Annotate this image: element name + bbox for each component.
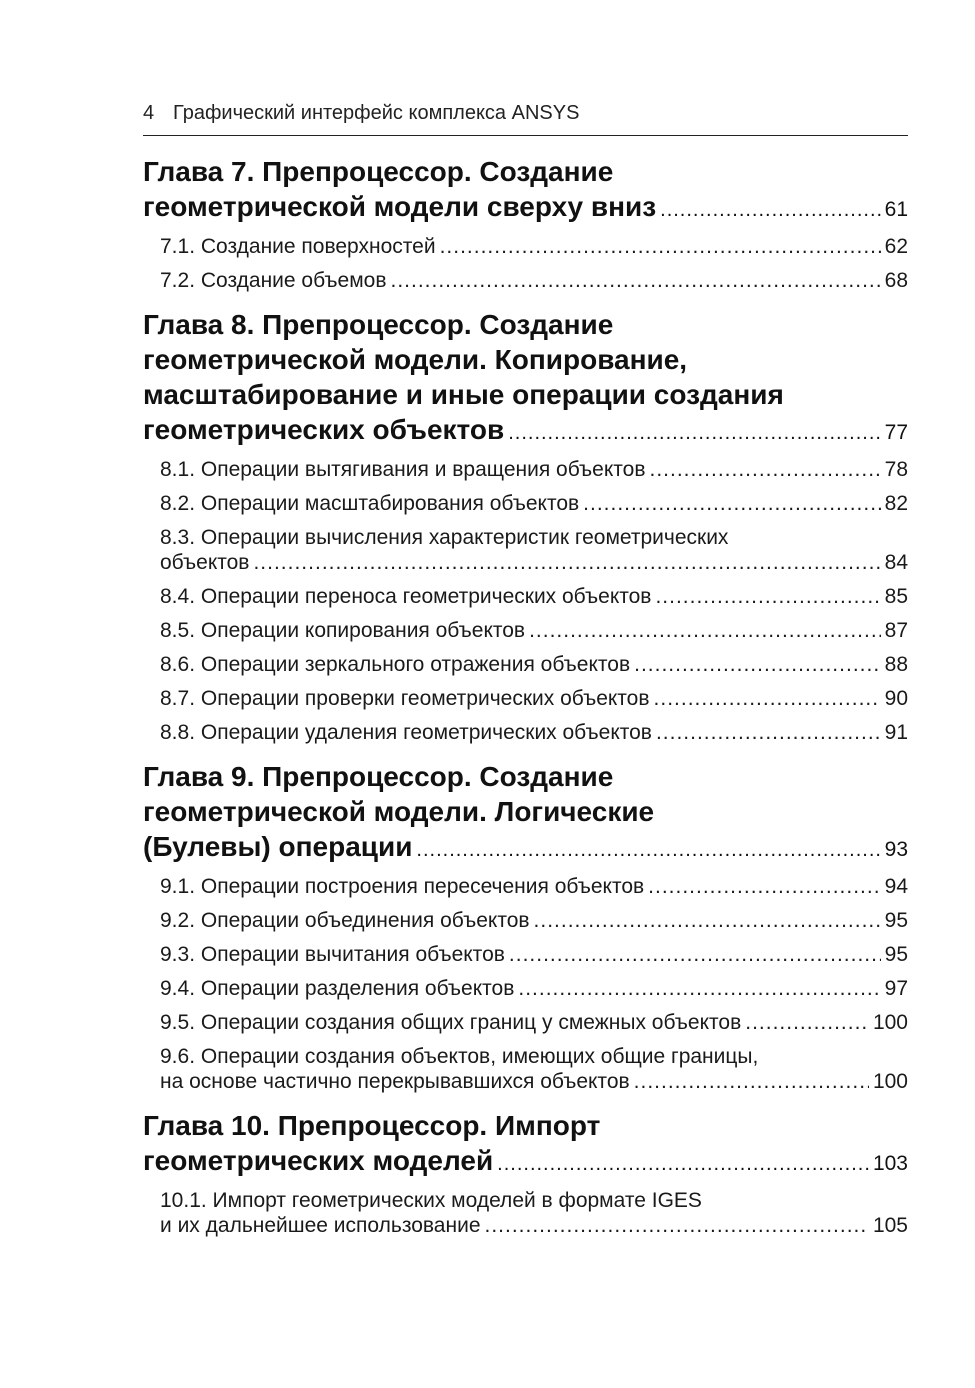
section-title-last-line bbox=[160, 491, 908, 516]
section-title-text: 9.5. Операции создания общих границ у смежных объектов bbox=[160, 1011, 742, 1034]
running-header bbox=[143, 102, 908, 136]
section-page-number: 100 bbox=[872, 1070, 908, 1093]
section-title-last-line bbox=[160, 268, 908, 293]
section-page-number: 62 bbox=[884, 235, 908, 258]
chapter-title-text: геометрической модели сверху вниз bbox=[143, 191, 657, 222]
section-title-last-line bbox=[160, 234, 908, 259]
section-entry[interactable] bbox=[143, 268, 908, 293]
chapter-title[interactable] bbox=[143, 154, 908, 228]
section-page-number: 82 bbox=[884, 492, 908, 515]
dot-leader bbox=[391, 268, 881, 293]
section-entry[interactable] bbox=[143, 1188, 908, 1238]
chapter-entry bbox=[143, 1108, 908, 1238]
section-title-last-line bbox=[160, 942, 908, 967]
section-title-last-line bbox=[160, 1010, 908, 1035]
section-title-last-line bbox=[160, 618, 908, 643]
section-entry[interactable] bbox=[143, 1044, 908, 1094]
section-title-text: 8.4. Операции переноса геометрических объектов bbox=[160, 585, 652, 608]
header-title: Графический интерфейс комплекса ANSYS bbox=[173, 102, 580, 124]
dot-leader bbox=[648, 874, 880, 899]
chapter-title-line: Глава 9. Препроцессор. Создание bbox=[143, 761, 614, 792]
section-page-number: 97 bbox=[884, 977, 908, 1000]
section-entry[interactable] bbox=[143, 457, 908, 482]
section-entry[interactable] bbox=[143, 234, 908, 259]
chapter-entry bbox=[143, 154, 908, 293]
section-title-text: и их дальнейшее использование bbox=[160, 1214, 481, 1237]
chapter-title-last-line bbox=[143, 189, 908, 228]
chapter-title-line: масштабирование и иные операции создания bbox=[143, 379, 784, 410]
chapter-title[interactable] bbox=[143, 1108, 908, 1182]
chapter-title-text: геометрических объектов bbox=[143, 414, 505, 445]
section-title-last-line bbox=[160, 584, 908, 609]
dot-leader bbox=[485, 1213, 869, 1238]
section-title-text: 8.7. Операции проверки геометрических объектов bbox=[160, 687, 650, 710]
section-entry[interactable] bbox=[143, 976, 908, 1001]
section-title-last-line bbox=[160, 550, 908, 575]
section-page-number: 95 bbox=[884, 943, 908, 966]
section-list bbox=[143, 234, 908, 293]
section-entry[interactable] bbox=[143, 908, 908, 933]
chapter-entry bbox=[143, 759, 908, 1094]
section-entry[interactable] bbox=[143, 652, 908, 677]
section-title-last-line bbox=[160, 908, 908, 933]
section-title-text: 9.4. Операции разделения объектов bbox=[160, 977, 515, 1000]
section-title-text: 8.1. Операции вытягивания и вращения объектов bbox=[160, 458, 646, 481]
dot-leader bbox=[654, 686, 881, 711]
section-page-number: 85 bbox=[884, 585, 908, 608]
section-title-text: объектов bbox=[160, 551, 250, 574]
chapter-title-last-line bbox=[143, 829, 908, 868]
dot-leader bbox=[508, 416, 880, 451]
section-title-text: 7.1. Создание поверхностей bbox=[160, 235, 436, 258]
section-page-number: 87 bbox=[884, 619, 908, 642]
section-title-text: 7.2. Создание объемов bbox=[160, 269, 387, 292]
section-title-line: 8.3. Операции вычисления характеристик геометрических bbox=[160, 526, 729, 549]
section-page-number: 68 bbox=[884, 269, 908, 292]
chapter-title[interactable] bbox=[143, 759, 908, 868]
chapter-title-text: геометрических моделей bbox=[143, 1145, 494, 1176]
chapter-title-line: геометрической модели. Логические bbox=[143, 796, 655, 827]
section-page-number: 84 bbox=[884, 551, 908, 574]
section-page-number: 94 bbox=[884, 875, 908, 898]
table-of-contents bbox=[143, 150, 908, 1247]
dot-leader bbox=[416, 833, 880, 868]
section-page-number: 91 bbox=[884, 721, 908, 744]
section-page-number: 95 bbox=[884, 909, 908, 932]
chapter-page-number: 93 bbox=[884, 838, 908, 861]
dot-leader bbox=[656, 720, 881, 745]
section-list bbox=[143, 874, 908, 1094]
chapter-title-last-line bbox=[143, 1143, 908, 1182]
section-entry[interactable] bbox=[143, 618, 908, 643]
section-title-text: 9.3. Операции вычитания объектов bbox=[160, 943, 505, 966]
section-page-number: 88 bbox=[884, 653, 908, 676]
section-title-last-line bbox=[160, 874, 908, 899]
chapter-page-number: 103 bbox=[872, 1152, 908, 1175]
dot-leader bbox=[529, 618, 881, 643]
section-entry[interactable] bbox=[143, 874, 908, 899]
dot-leader bbox=[660, 193, 881, 228]
section-entry[interactable] bbox=[143, 1010, 908, 1035]
dot-leader bbox=[509, 942, 881, 967]
section-title-text: 8.5. Операции копирования объектов bbox=[160, 619, 526, 642]
dot-leader bbox=[534, 908, 881, 933]
chapter-entry bbox=[143, 307, 908, 745]
chapter-page-number: 61 bbox=[884, 198, 908, 221]
section-entry[interactable] bbox=[143, 942, 908, 967]
section-title-text: 8.8. Операции удаления геометрических объектов bbox=[160, 721, 652, 744]
section-page-number: 78 bbox=[884, 458, 908, 481]
section-title-text: 9.2. Операции объединения объектов bbox=[160, 909, 530, 932]
section-list bbox=[143, 457, 908, 745]
header-page-number: 4 bbox=[143, 102, 155, 124]
section-entry[interactable] bbox=[143, 525, 908, 575]
section-title-text: на основе частично перекрывавшихся объектов bbox=[160, 1070, 630, 1093]
section-title-last-line bbox=[160, 976, 908, 1001]
section-page-number: 90 bbox=[884, 687, 908, 710]
section-title-text: 8.6. Операции зеркального отражения объектов bbox=[160, 653, 631, 676]
dot-leader bbox=[253, 550, 880, 575]
section-title-line: 9.6. Операции создания объектов, имеющих общие границы, bbox=[160, 1045, 759, 1068]
dot-leader bbox=[440, 234, 881, 259]
section-title-last-line bbox=[160, 1069, 908, 1094]
dot-leader bbox=[634, 652, 881, 677]
section-entry[interactable] bbox=[143, 686, 908, 711]
section-entry[interactable] bbox=[143, 584, 908, 609]
chapter-title-last-line bbox=[143, 412, 908, 451]
section-entry[interactable] bbox=[143, 491, 908, 516]
section-entry[interactable] bbox=[143, 720, 908, 745]
chapter-title-line: геометрической модели. Копирование, bbox=[143, 344, 688, 375]
dot-leader bbox=[497, 1147, 869, 1182]
section-title-text: 8.2. Операции масштабирования объектов bbox=[160, 492, 580, 515]
section-page-number: 100 bbox=[872, 1011, 908, 1034]
chapter-title-line: Глава 7. Препроцессор. Создание bbox=[143, 156, 614, 187]
section-title-last-line bbox=[160, 457, 908, 482]
section-title-line: 10.1. Импорт геометрических моделей в формате IGES bbox=[160, 1189, 702, 1212]
chapter-title[interactable] bbox=[143, 307, 908, 451]
dot-leader bbox=[655, 584, 880, 609]
chapter-page-number: 77 bbox=[884, 421, 908, 444]
section-title-text: 9.1. Операции построения пересечения объектов bbox=[160, 875, 645, 898]
chapter-title-line: Глава 8. Препроцессор. Создание bbox=[143, 309, 614, 340]
dot-leader bbox=[634, 1069, 869, 1094]
section-list bbox=[143, 1188, 908, 1238]
chapter-title-text: (Булевы) операции bbox=[143, 831, 413, 862]
dot-leader bbox=[518, 976, 880, 1001]
dot-leader bbox=[745, 1010, 869, 1035]
dot-leader bbox=[583, 491, 880, 516]
section-title-last-line bbox=[160, 1213, 908, 1238]
section-page-number: 105 bbox=[872, 1214, 908, 1237]
chapter-title-line: Глава 10. Препроцессор. Импорт bbox=[143, 1110, 601, 1141]
section-title-last-line bbox=[160, 686, 908, 711]
dot-leader bbox=[649, 457, 880, 482]
section-title-last-line bbox=[160, 652, 908, 677]
section-title-last-line bbox=[160, 720, 908, 745]
